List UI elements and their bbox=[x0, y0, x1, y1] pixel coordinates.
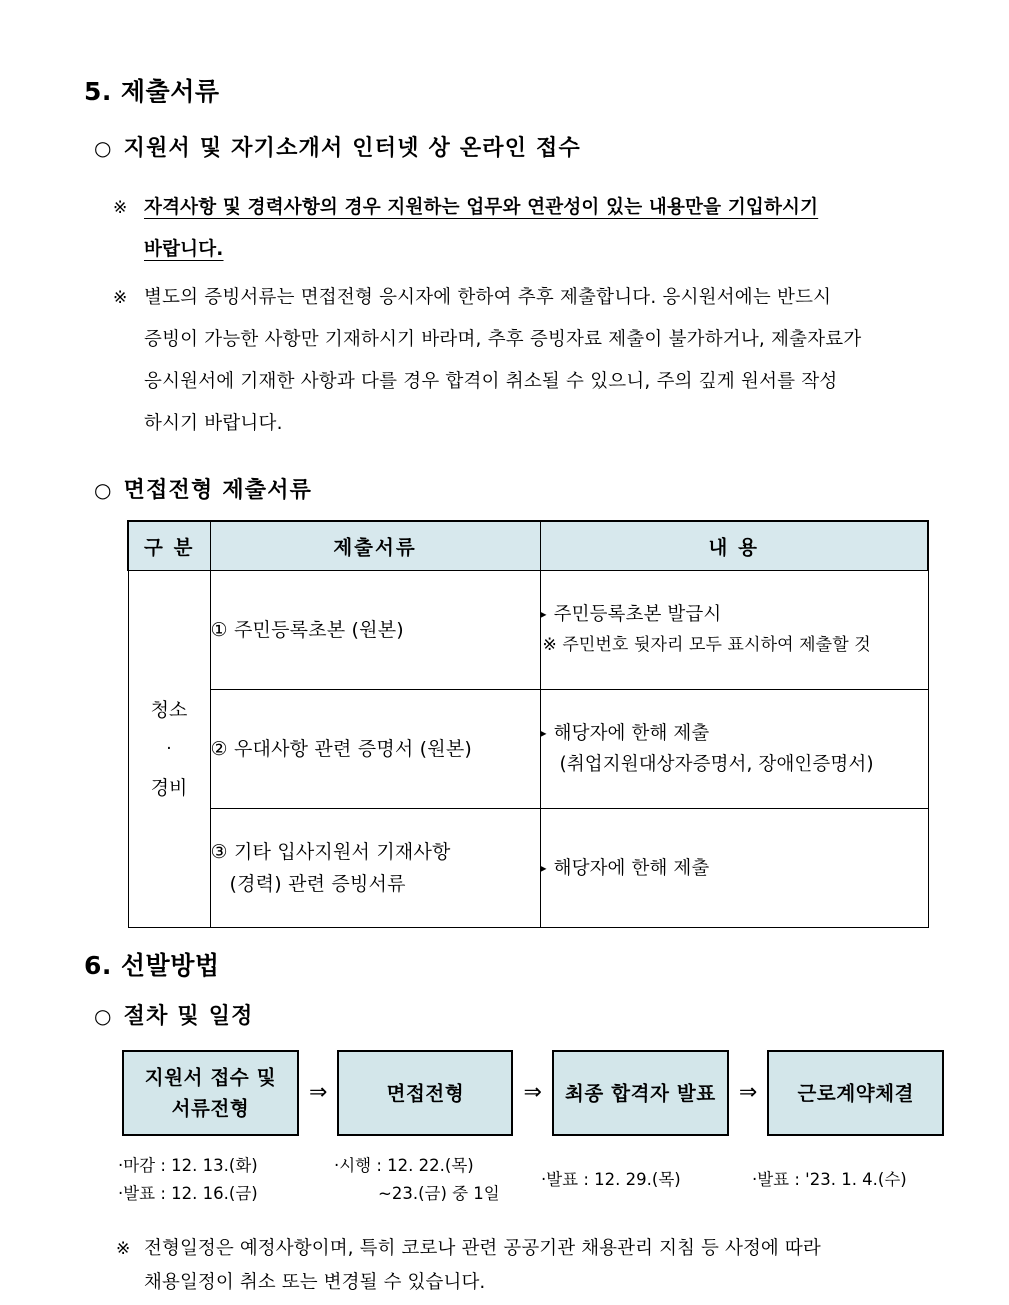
category-cell bbox=[128, 571, 210, 928]
triangle-bullet-icon-3: ▸ bbox=[540, 860, 547, 875]
table-row bbox=[128, 809, 928, 928]
document-label-3-line-1: ③ 기타 입사지원서 기재사항 bbox=[210, 841, 451, 863]
schedule-footnote bbox=[116, 1232, 946, 1300]
note-qualification-line-2: 바랍니다. bbox=[144, 239, 224, 260]
content-cell-1 bbox=[540, 571, 928, 690]
flow-dates-interview bbox=[334, 1152, 500, 1208]
middle-dot-icon: · bbox=[166, 738, 172, 759]
submission-documents-table bbox=[127, 520, 929, 928]
flow-date-2-line-2: ~23.(금) 중 1일 bbox=[378, 1184, 500, 1203]
flow-step-4-line-1: 근로계약체결 bbox=[797, 1081, 915, 1105]
flow-date-4-line-1: ·발표 : '23. 1. 4.(수) bbox=[752, 1170, 907, 1189]
table-row bbox=[128, 690, 928, 809]
circle-bullet-icon-3: ○ bbox=[94, 1004, 113, 1028]
document-cell-1 bbox=[210, 571, 540, 690]
content-cell-2 bbox=[540, 690, 928, 809]
document-label-1: ① 주민등록초본 (원본) bbox=[210, 619, 404, 641]
flow-date-1-line-1: ·마감 : 12. 13.(화) bbox=[118, 1156, 258, 1175]
flow-arrow-icon-1: ⇒ bbox=[309, 1080, 328, 1105]
note-proof-line-4: 하시기 바랍니다. bbox=[144, 413, 283, 434]
document-label-2: ② 우대사항 관련 증명서 (원본) bbox=[210, 738, 473, 760]
flow-arrow-icon-3: ⇒ bbox=[738, 1080, 758, 1105]
online-application-heading bbox=[94, 131, 581, 162]
note-proof-line-2: 증빙이 가능한 사항만 기재하시기 바라며, 추후 증빙자료 제출이 불가하거나, 제출자료가 bbox=[144, 329, 862, 350]
process-schedule-label: 절차 및 일정 bbox=[123, 1004, 254, 1029]
note-qualification-line-1: 자격사항 및 경력사항의 경우 지원하는 업무와 연관성이 있는 내용만을 기입하시기 bbox=[144, 197, 819, 218]
column-header-category: 구 분 bbox=[128, 521, 210, 571]
column-header-content: 내 용 bbox=[540, 521, 928, 571]
note-proof bbox=[113, 277, 951, 445]
selection-process-flow bbox=[122, 1050, 944, 1136]
note-qualification-body bbox=[144, 187, 933, 271]
flow-step-1-line-1: 지원서 접수 및 bbox=[144, 1066, 277, 1089]
triangle-bullet-icon-1: ▸ bbox=[540, 607, 547, 621]
document-label-3-line-2: (경력) 관련 증빙서류 bbox=[229, 873, 406, 895]
reference-mark-icon: ※ bbox=[113, 198, 128, 218]
reference-mark-icon-3: ※ bbox=[116, 1239, 131, 1259]
interview-documents-heading bbox=[94, 473, 312, 504]
content-bullet-2: 해당자에 한해 제출 bbox=[553, 723, 710, 744]
section-6-title: 선발방법 bbox=[120, 951, 220, 980]
flow-date-3-line-1: ·발표 : 12. 29.(목) bbox=[541, 1170, 681, 1189]
flow-arrow-icon-2: ⇒ bbox=[523, 1080, 542, 1105]
flow-step-interview bbox=[337, 1050, 513, 1136]
document-cell-2 bbox=[210, 690, 540, 809]
schedule-footnote-line-1: 전형일정은 예정사항이며, 특히 코로나 관련 공공기관 채용관리 지침 등 사정에 따라 bbox=[144, 1238, 821, 1259]
flow-step-contract bbox=[767, 1050, 944, 1136]
circle-bullet-icon-2: ○ bbox=[94, 478, 113, 502]
content-bullet-1: 주민등록초본 발급시 bbox=[553, 604, 722, 625]
section-6-number: 6. bbox=[84, 951, 112, 980]
section-5-number: 5. bbox=[84, 77, 112, 106]
flow-step-1-line-2: 서류전형 bbox=[171, 1097, 250, 1120]
flow-step-2-line-1: 면접전형 bbox=[386, 1081, 465, 1105]
schedule-footnote-line-2: 채용일정이 취소 또는 변경될 수 있습니다. bbox=[144, 1272, 486, 1293]
content-cell-3 bbox=[540, 809, 928, 928]
flow-date-1-line-2: ·발표 : 12. 16.(금) bbox=[118, 1184, 258, 1203]
flow-step-final-result bbox=[552, 1050, 729, 1136]
section-6-heading bbox=[84, 946, 220, 982]
content-bullet-3: 해당자에 한해 제출 bbox=[553, 857, 710, 879]
flow-dates-final-result bbox=[541, 1166, 681, 1194]
triangle-bullet-icon-2: ▸ bbox=[540, 726, 547, 740]
document-cell-3 bbox=[210, 809, 540, 928]
interview-documents-label: 면접전형 제출서류 bbox=[123, 478, 313, 503]
note-proof-body bbox=[144, 277, 951, 445]
flow-date-2-line-1: ·시행 : 12. 22.(목) bbox=[334, 1156, 474, 1175]
note-proof-line-1: 별도의 증빙서류는 면접전형 응시자에 한하여 추후 제출합니다. 응시원서에는 반드시 bbox=[144, 287, 832, 308]
schedule-footnote-body bbox=[144, 1232, 946, 1300]
category-line-2: 경비 bbox=[150, 776, 188, 799]
flow-dates-contract bbox=[752, 1166, 907, 1194]
content-sub-1: ※ 주민번호 뒷자리 모두 표시하여 제출할 것 bbox=[542, 635, 871, 655]
content-indent-2: (취업지원대상자증명서, 장애인증명서) bbox=[559, 754, 874, 775]
flow-step-3-line-1: 최종 합격자 발표 bbox=[564, 1081, 716, 1105]
online-application-label: 지원서 및 자기소개서 인터넷 상 온라인 접수 bbox=[123, 136, 581, 161]
circle-bullet-icon: ○ bbox=[94, 136, 113, 160]
category-line-1: 청소 bbox=[150, 698, 188, 721]
flow-step-application bbox=[122, 1050, 299, 1136]
note-proof-line-3: 응시원서에 기재한 사항과 다를 경우 합격이 취소될 수 있으니, 주의 깊게 원서를 작성 bbox=[144, 371, 838, 392]
table-header-row bbox=[128, 521, 928, 571]
reference-mark-icon-2: ※ bbox=[113, 288, 128, 308]
note-qualification bbox=[113, 187, 933, 271]
section-5-title: 제출서류 bbox=[120, 77, 220, 106]
column-header-documents: 제출서류 bbox=[210, 521, 540, 571]
process-schedule-heading bbox=[94, 999, 254, 1030]
section-5-heading bbox=[84, 72, 220, 108]
flow-dates-application bbox=[118, 1152, 258, 1208]
table-row bbox=[128, 571, 928, 690]
